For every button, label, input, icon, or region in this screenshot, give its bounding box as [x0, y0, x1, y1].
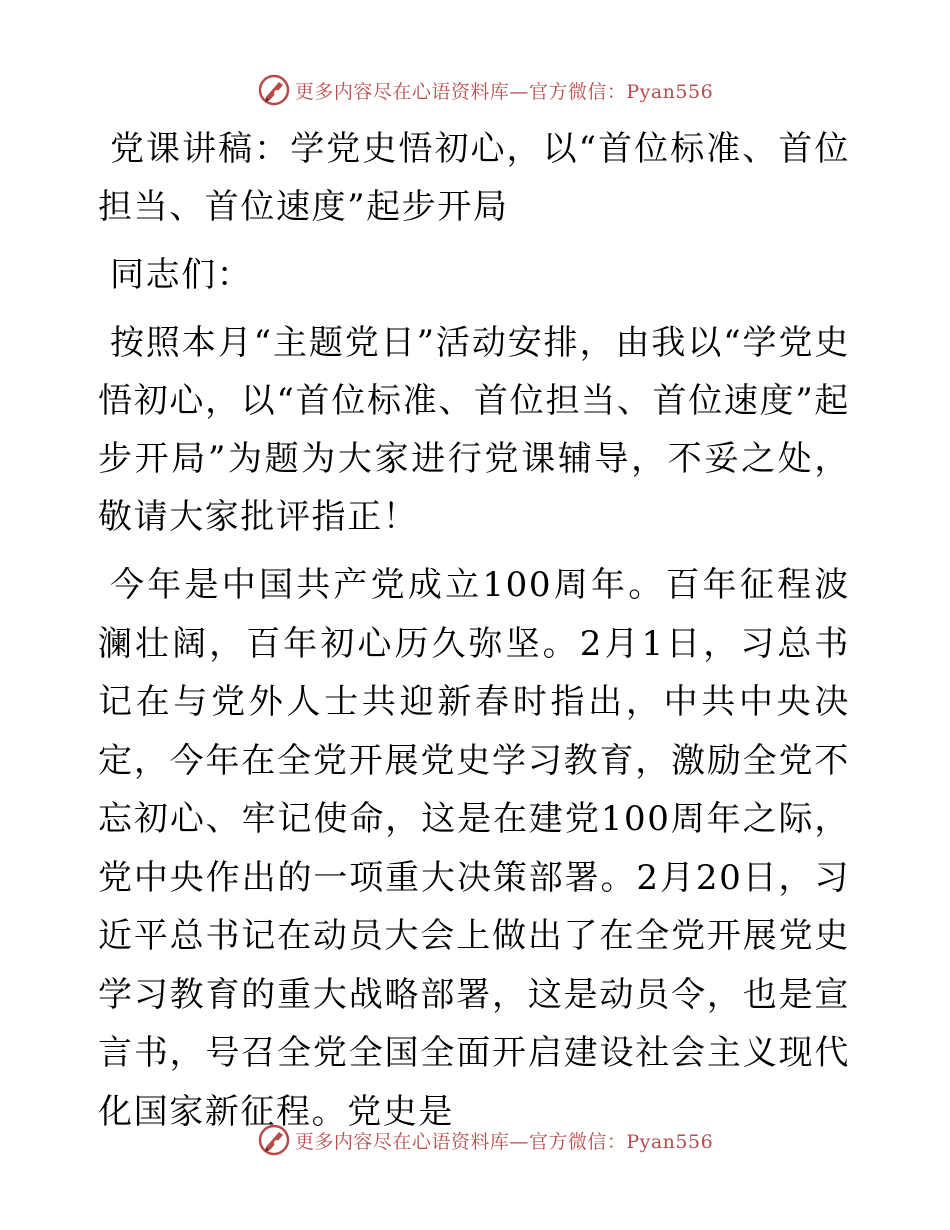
paragraph: 按照本月“主题党日”活动安排，由我以“学党史悟初心，以“首位标准、首位担当、首位速度”起步开局”为题为大家进行党课辅导，不妥之处，敬请大家批评指正！ [98, 323, 850, 537]
pen-circle-icon [257, 73, 291, 107]
document-body [98, 120, 850, 1141]
pen-circle-icon [257, 1123, 291, 1157]
header-banner [0, 70, 950, 110]
header-banner-text: 更多内容尽在心语资料库—官方微信：Pyan556 [294, 80, 714, 103]
document-title: 党课讲稿：学党史悟初心，以“首位标准、首位担当、首位速度”起步开局 [98, 129, 850, 227]
footer-banner [0, 1120, 950, 1160]
footer-banner-text: 更多内容尽在心语资料库—官方微信：Pyan556 [294, 1130, 714, 1153]
salutation: 同志们： [110, 255, 253, 295]
paragraph: 今年是中国共产党成立100周年。百年征程波澜壮阔，百年初心历久弥坚。2月1日，习总书记在与党外人士共迎新春时指出，中共中央决定，今年在全党开展党史学习教育，激励全党不忘初心、牢记使命，这是在建党100周年之际，党中央作出的一项重大决策部署。2月20日，习近平总书记在动员大会上做出了在全党开展党史学习教育的重大战略部署，这是动员令，也是宣言书，号召全党全国全面开启建设社会主义现代化国家新征程。党史是 [98, 565, 850, 1132]
